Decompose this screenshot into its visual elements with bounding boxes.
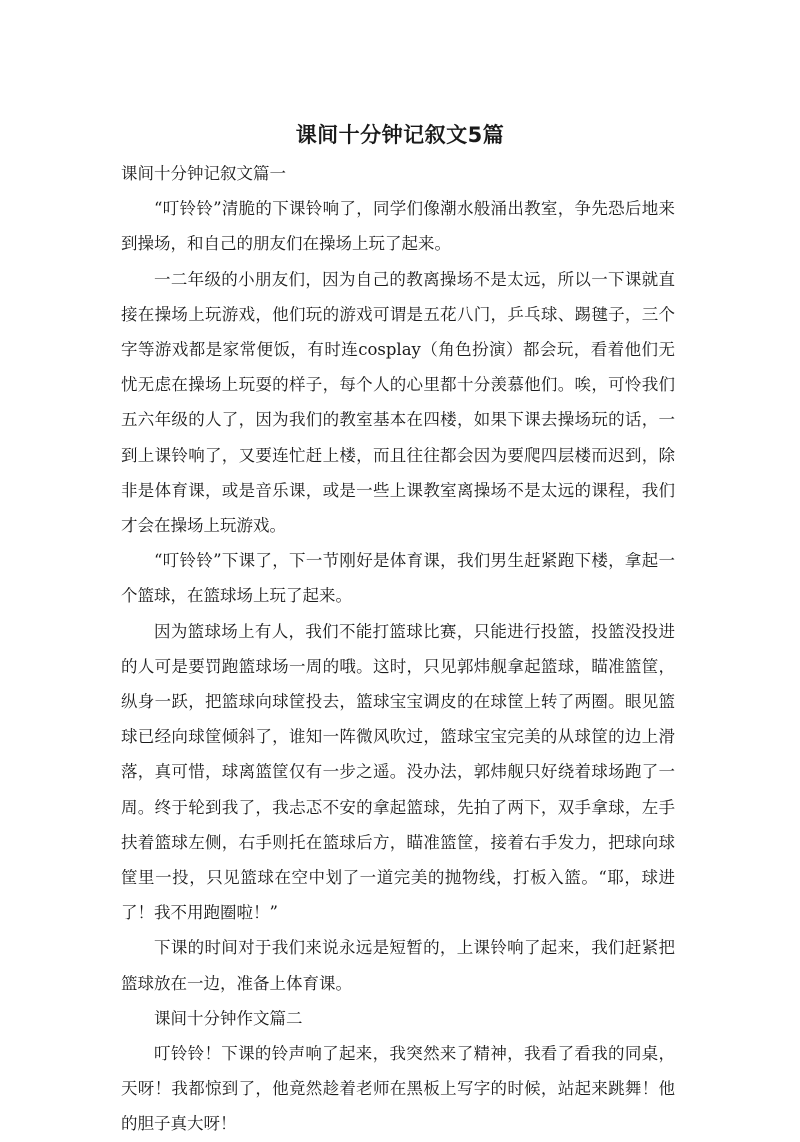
paragraph: 下课的时间对于我们来说永远是短暂的，上课铃响了起来，我们赶紧把篮球放在一边，准备上体育课。: [121, 938, 675, 993]
document-body: [121, 156, 675, 1142]
paragraph: “叮铃铃”清脆的下课铃响了，同学们像潮水般涌出教室，争先恐后地来到操场，和自己的朋友们在操场上玩了起来。: [121, 199, 675, 254]
paragraph: 叮铃铃！下课的铃声响了起来，我突然来了精神，我看了看我的同桌，天呀！我都惊到了，他竟然趁着老师在黑板上写字的时候，站起来跳舞！他的胆子真大呀！: [121, 1044, 675, 1134]
section-heading: 课间十分钟作文篇二: [154, 1008, 303, 1028]
paragraph: 因为篮球场上有人，我们不能打篮球比赛，只能进行投篮，投篮没投进的人可是要罚跑篮球场一周的哦。这时，只见郭炜舰拿起篮球，瞄准篮筐，纵身一跃，把篮球向球筐投去，篮球宝宝调皮的在球筐上转了两圈。眼见篮球已经向球筐倾斜了，谁知一阵微风吹过，篮球宝宝完美的从球筐的边上滑落，真可惜，球离篮筐仅有一步之遥。没办法，郭炜舰只好绕着球场跑了一周。终于轮到我了，我忐忑不安的拿起篮球，先拍了两下，双手拿球，左手扶着篮球左侧，右手则托在篮球后方，瞄准篮筐，接着右手发力，把球向球筐里一投，只见篮球在空中划了一道完美的抛物线，打板入篮。“耶，球进了！我不用跑圈啦！”: [121, 621, 675, 923]
paragraph: “叮铃铃”下课了，下一节刚好是体育课，我们男生赶紧跑下楼，拿起一个篮球，在篮球场上玩了起来。: [121, 551, 675, 606]
section-heading: 课间十分钟记叙文篇一: [121, 164, 286, 183]
paragraph: 一二年级的小朋友们，因为自己的教离操场不是太远，所以一下课就直接在操场上玩游戏，他们玩的游戏可谓是五花八门，乒乓球、踢毽子，三个字等游戏都是家常便饭，有时连cosplay（角色扮演）都会玩，看着他们无忧无虑在操场上玩耍的样子，每个人的心里都十分羡慕他们。唉，可怜我们五六年级的人了，因为我们的教室基本在四楼，如果下课去操场玩的话，一到上课铃响了，又要连忙赶上楼，而且往往都会因为要爬四层楼而迟到，除非是体育课，或是音乐课，或是一些上课教室离操场不是太远的课程，我们才会在操场上玩游戏。: [121, 269, 675, 536]
document-title: 课间十分钟记叙文5篇: [295, 123, 505, 147]
